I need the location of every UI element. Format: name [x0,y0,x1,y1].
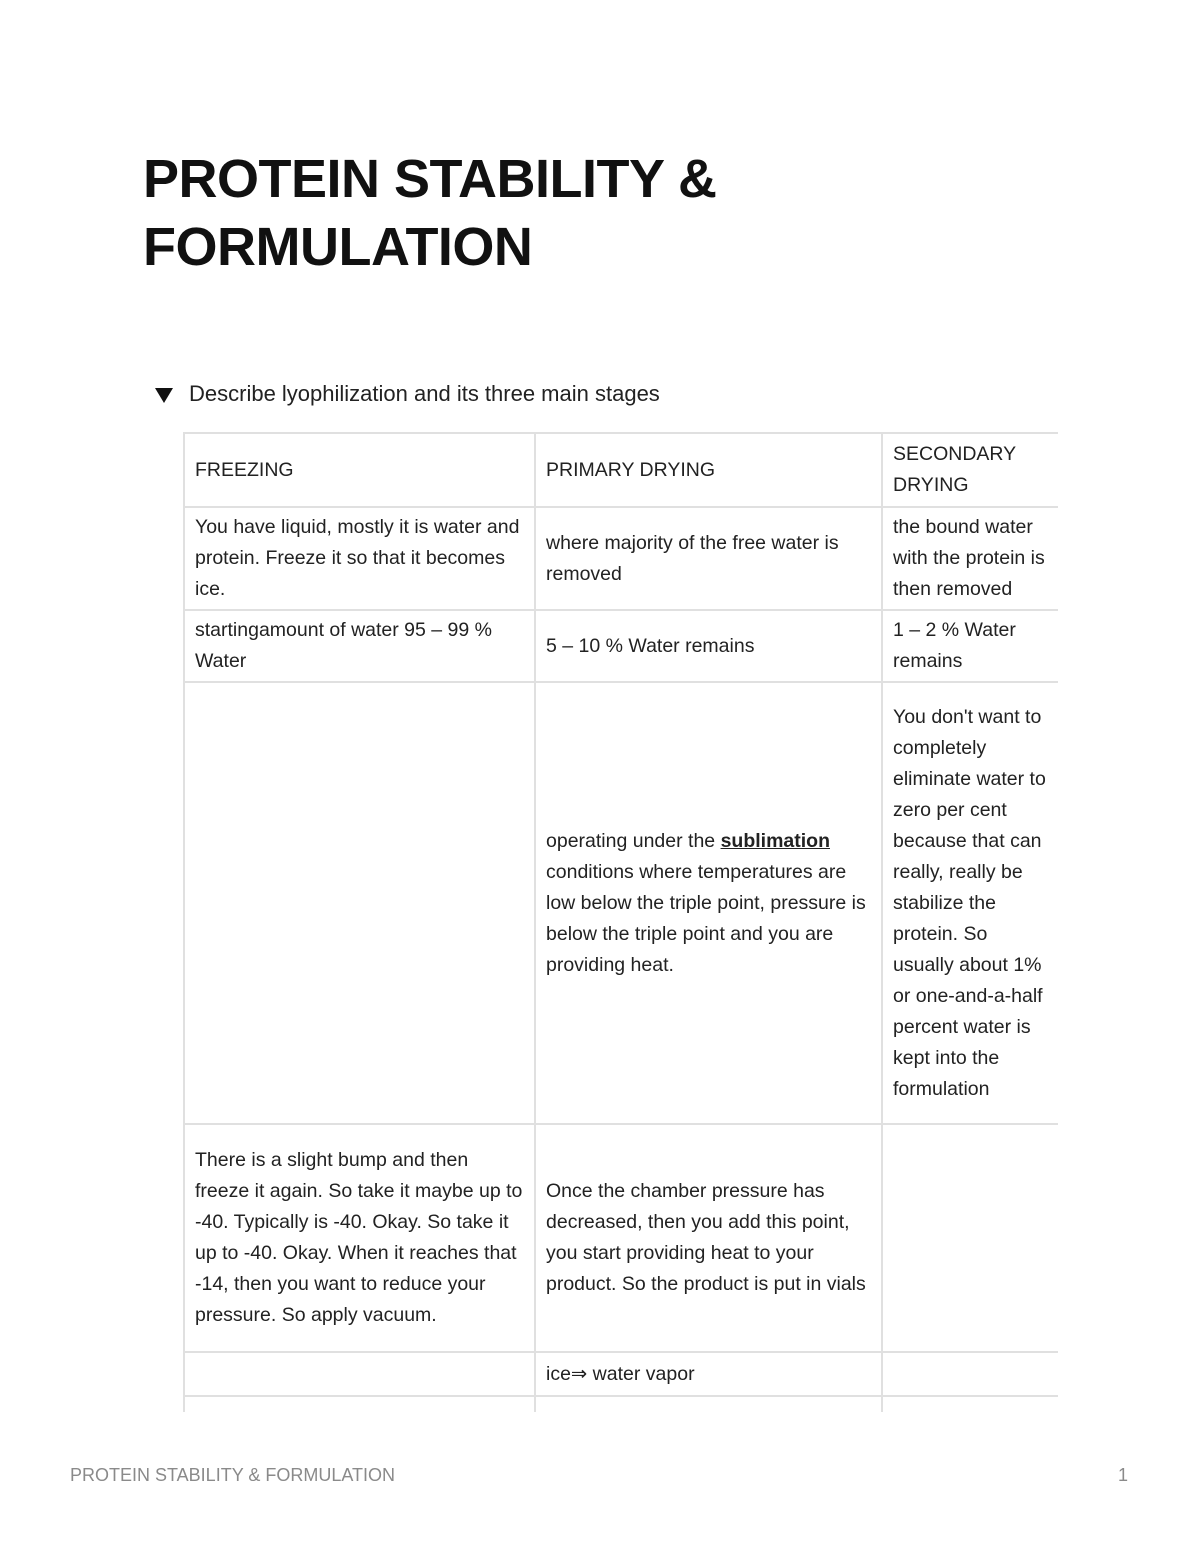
table-row [184,1396,1058,1412]
page-title-line-2: FORMULATION [143,217,533,277]
table-row [184,682,1058,1124]
table-cell[interactable] [882,1396,1058,1412]
cell-text: operating under the [546,829,721,852]
table-row [184,507,1058,610]
table-cell[interactable]: 1 – 2 % Water remains [882,610,1058,682]
page-number: 1 [1118,1465,1129,1485]
table-header-cell[interactable]: FREEZING [184,433,535,507]
table-cell[interactable]: the bound water with the protein is then removed [882,507,1058,610]
table-cell[interactable] [184,1352,535,1396]
table-row [184,1124,1058,1352]
table-cell[interactable] [882,1352,1058,1396]
table-cell[interactable]: 5 – 10 % Water remains [535,610,882,682]
table-cell[interactable] [882,1124,1058,1352]
table-cell[interactable] [535,682,882,1124]
toggle-label: Describe lyophilization and its three main stages [189,381,660,406]
table-header-row [184,433,1058,507]
table-row [184,1352,1058,1396]
table-container [183,432,1058,1412]
table-cell[interactable] [184,682,535,1124]
stages-table [183,432,1058,1412]
toggle-block[interactable] [155,378,660,410]
table-cell[interactable] [535,1396,882,1412]
emphasized-term: sublimation [720,829,830,852]
table-cell[interactable] [184,1396,535,1412]
triangle-down-icon[interactable] [155,388,173,403]
page-title [143,145,1043,281]
table-cell[interactable]: startingamount of water 95 – 99 % Water [184,610,535,682]
table-cell[interactable]: Once the chamber pressure has decreased, then you add this point, you start providing heat to your product. So the product is put in vials [535,1124,882,1352]
table-cell[interactable]: There is a slight bump and then freeze it again. So take it maybe up to -40. Typically is -40. Okay. So take it up to -40. Okay. When it reaches that -14, then you want to reduce your pressure. So apply vacuum. [184,1124,535,1352]
page-title-line-1: PROTEIN STABILITY & [143,149,717,209]
table-header-cell[interactable]: PRIMARY DRYING [535,433,882,507]
table-cell[interactable]: You have liquid, mostly it is water and protein. Freeze it so that it becomes ice. [184,507,535,610]
table-cell[interactable]: You don't want to completely eliminate water to zero per cent because that can really, really be stabilize the protein. So usually about 1% or one-and-a-half percent water is kept into the formulation [882,682,1058,1124]
table-row [184,610,1058,682]
table-header-cell[interactable]: SECONDARY DRYING [882,433,1058,507]
cell-text: conditions where temperatures are low below the triple point, pressure is below the triple point and you are providing heat. [546,860,866,976]
table-cell[interactable]: ice⇒ water vapor [535,1352,882,1396]
table-cell[interactable]: where majority of the free water is removed [535,507,882,610]
footer-title: PROTEIN STABILITY & FORMULATION [70,1465,396,1485]
